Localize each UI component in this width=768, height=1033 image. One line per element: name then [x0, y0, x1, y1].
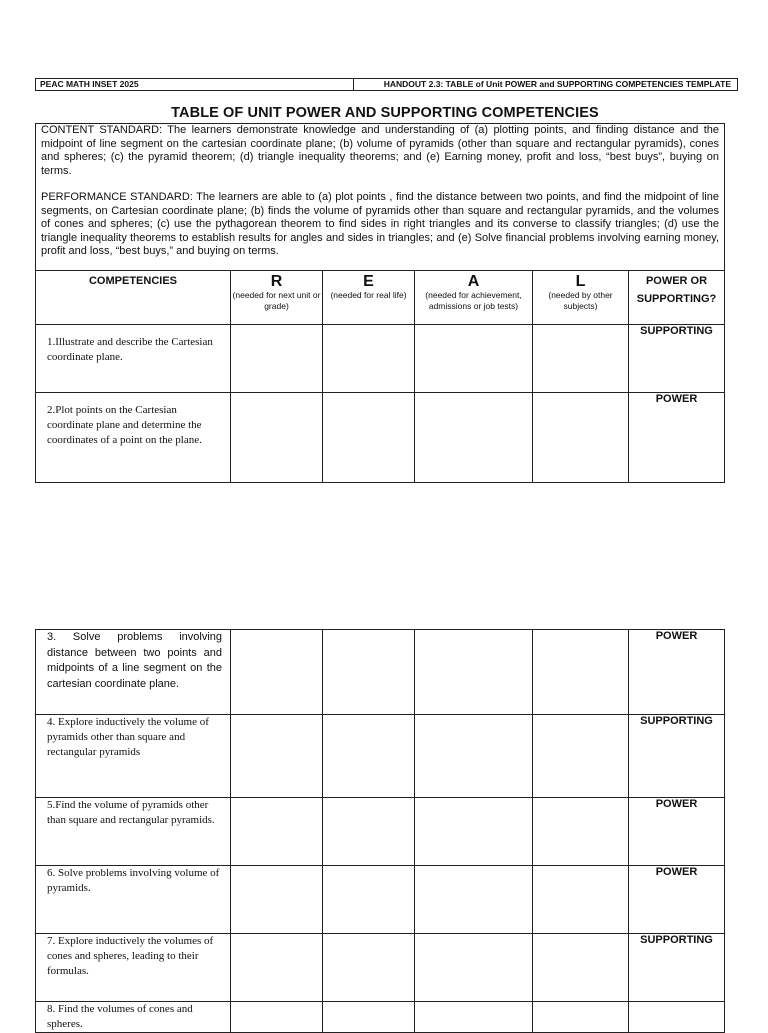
e-header: E (needed for real life) — [323, 271, 415, 325]
e-cell[interactable] — [323, 866, 415, 934]
table-row — [36, 1002, 725, 1033]
e-cell[interactable] — [323, 393, 415, 483]
table-row — [36, 798, 725, 866]
table-row — [36, 934, 725, 1002]
e-cell[interactable] — [323, 934, 415, 1002]
e-cell[interactable] — [323, 630, 415, 715]
standards-box — [35, 123, 725, 271]
r-cell[interactable] — [231, 715, 323, 798]
classification-cell: POWER — [629, 630, 725, 715]
classification-cell: SUPPORTING — [629, 325, 725, 393]
l-cell[interactable] — [533, 866, 629, 934]
classification-cell: POWER — [629, 866, 725, 934]
e-cell[interactable] — [323, 1002, 415, 1033]
header-right-label: HANDOUT 2.3: TABLE of Unit POWER and SUPPORTING COMPETENCIES TEMPLATE — [383, 79, 731, 89]
table-row — [36, 325, 725, 393]
document-header — [35, 78, 738, 91]
page-title: TABLE OF UNIT POWER AND SUPPORTING COMPETENCIES — [171, 105, 599, 121]
a-cell[interactable] — [415, 325, 533, 393]
a-cell[interactable] — [415, 934, 533, 1002]
competency-text: 6. Solve problems involving volume of pyramids. — [47, 867, 220, 894]
a-cell[interactable] — [415, 1002, 533, 1033]
a-cell[interactable] — [415, 866, 533, 934]
r-cell[interactable] — [231, 866, 323, 934]
r-cell[interactable] — [231, 934, 323, 1002]
competency-table-1 — [35, 270, 725, 483]
l-header: L (needed by other subjects) — [533, 271, 629, 325]
table-row — [36, 630, 725, 715]
content-standard: CONTENT STANDARD: The learners demonstrate knowledge and understanding of (a) plotting points, and finding distance and the midpoint of line segment on the cartesian coordinate plane; (b) volume of pyramids (other than square and rectangular pyramids), cones and spheres; (c) the pyramid theorem; (d) triangle inequality theorems; and (e) Earning money, profit and loss, “best buys”, buying on terms. — [41, 124, 719, 177]
l-cell[interactable] — [533, 393, 629, 483]
l-cell[interactable] — [533, 1002, 629, 1033]
e-cell[interactable] — [323, 798, 415, 866]
competencies-header: COMPETENCIES — [36, 271, 231, 325]
r-cell[interactable] — [231, 1002, 323, 1033]
classification-cell: POWER — [629, 798, 725, 866]
l-cell[interactable] — [533, 630, 629, 715]
classification-cell: SUPPORTING — [629, 934, 725, 1002]
r-cell[interactable] — [231, 325, 323, 393]
e-cell[interactable] — [323, 325, 415, 393]
table-row — [36, 715, 725, 798]
l-cell[interactable] — [533, 798, 629, 866]
l-cell[interactable] — [533, 934, 629, 1002]
a-cell[interactable] — [415, 715, 533, 798]
a-cell[interactable] — [415, 798, 533, 866]
competency-text: 4. Explore inductively the volume of pyramids other than square and rectangular pyramids — [47, 716, 209, 758]
a-cell[interactable] — [415, 630, 533, 715]
a-cell[interactable] — [415, 393, 533, 483]
r-cell[interactable] — [231, 798, 323, 866]
r-cell[interactable] — [231, 630, 323, 715]
classification-cell — [629, 1002, 725, 1033]
r-cell[interactable] — [231, 393, 323, 483]
a-header: A (needed for achievement, admissions or job tests) — [415, 271, 533, 325]
r-header: R (needed for next unit or grade) — [231, 271, 323, 325]
power-header: POWER OR SUPPORTING? — [629, 271, 725, 325]
competency-text: 8. Find the volumes of cones and spheres. — [47, 1003, 193, 1030]
competency-table-2 — [35, 629, 725, 1033]
competency-text: 5.Find the volume of pyramids other than square and rectangular pyramids. — [47, 799, 215, 826]
table-header-row — [36, 271, 725, 325]
performance-standard: PERFORMANCE STANDARD: The learners are able to (a) plot points , find the distance between two points, and find the midpoint of line segments, on Cartesian coordinate plane; (b) finds the volume of pyramids other than square and rectangular pyramids, and the volumes of cones and spheres; (c) use the pythagorean theorem to find sides in right triangles and its converse to classify triangles; (d) use the triangle inequality theorems to establish results for angles and sides in triangles; and (e) Solve financial problems involving earning money, profit and loss, “best buys,” and buying on terms. — [41, 191, 719, 257]
classification-cell: SUPPORTING — [629, 715, 725, 798]
l-cell[interactable] — [533, 715, 629, 798]
classification-cell: POWER — [629, 393, 725, 483]
table-row — [36, 393, 725, 483]
l-cell[interactable] — [533, 325, 629, 393]
header-left-label: PEAC MATH INSET 2025 — [36, 79, 354, 90]
table-row — [36, 866, 725, 934]
competency-text: 3. Solve problems involving distance between two points and midpoints of a line segment on the cartesian coordinate plane. — [47, 631, 222, 690]
competency-text: 7. Explore inductively the volumes of cones and spheres, leading to their formulas. — [47, 935, 214, 977]
competency-text: 1.Illustrate and describe the Cartesian coordinate plane. — [47, 336, 213, 363]
e-cell[interactable] — [323, 715, 415, 798]
competency-text: 2.Plot points on the Cartesian coordinate plane and determine the coordinates of a point on the plane. — [47, 404, 202, 446]
